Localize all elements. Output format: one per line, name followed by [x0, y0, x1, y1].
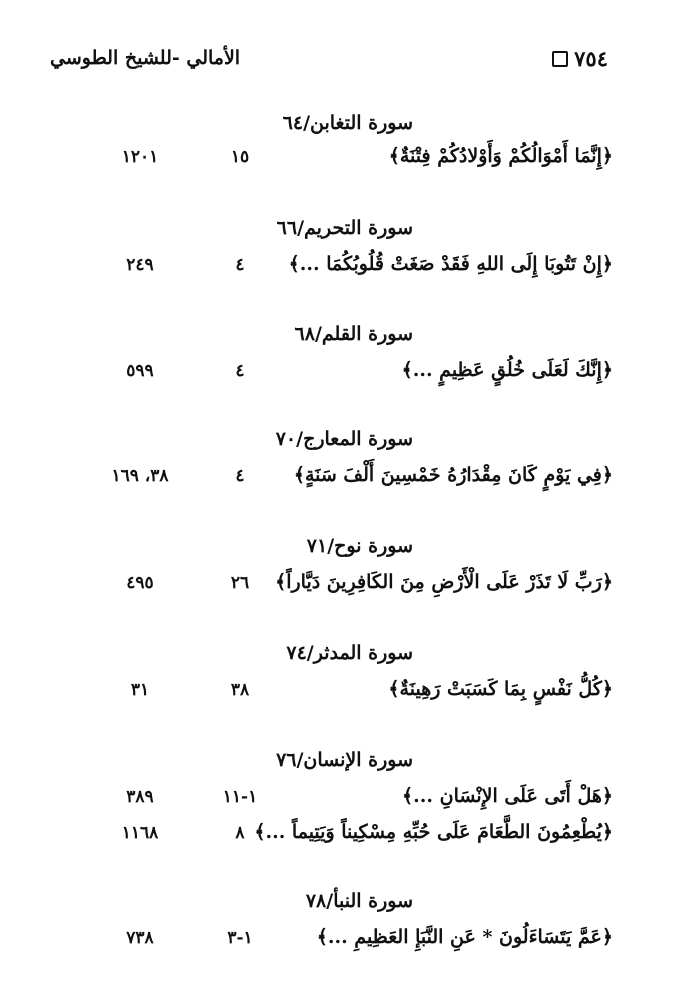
verse-number: ٤	[235, 466, 245, 486]
page-reference: ٢٤٩	[126, 255, 154, 275]
page-number	[552, 46, 608, 71]
verse-row	[0, 926, 700, 958]
verse-text: ﴿إِنْ تَتُوبَا إِلَى اللهِ فَقَدْ صَغَتْ قُلُوبُكُمَا ...﴾	[288, 253, 613, 275]
verse-text: ﴿عَمَّ يَتَسَاءَلُونَ * عَنِ النَّبَإِ العَظِيمِ ...﴾	[316, 926, 613, 948]
page-reference: ٧٣٨	[126, 928, 154, 948]
verse-text: ﴿يُطْعِمُونَ الطَّعَامَ عَلَى حُبِّهِ مِسْكِيناً وَيَتِيماً ...﴾	[254, 821, 613, 843]
surah-title: سورة القلم/٦٨	[294, 323, 413, 345]
surah-title: سورة التحريم/٦٦	[276, 217, 413, 239]
verse-number: ٨	[235, 823, 245, 843]
surah-title: سورة المدثر/٧٤	[286, 642, 413, 664]
verse-number: ٤	[235, 255, 245, 275]
page-header	[50, 44, 608, 76]
verse-row	[0, 678, 700, 710]
page-reference: ٤٩٥	[126, 573, 154, 593]
verse-text: ﴿إِنَّكَ لَعَلَى خُلُقٍ عَظِيمٍ ...﴾	[401, 359, 613, 381]
verse-row	[0, 145, 700, 177]
book-title: الأمالي -للشيخ الطوسي	[50, 47, 241, 69]
surah-title: سورة النبأ/٧٨	[305, 890, 413, 912]
square-icon	[552, 51, 568, 67]
verse-number: ٣٨	[230, 680, 250, 700]
verse-number: ٤	[235, 361, 245, 381]
verse-number: ٢٦	[230, 573, 250, 593]
verse-text: ﴿فِي يَوْمٍ كَانَ مِقْدَارُهُ خَمْسِينَ أَلْفَ سَنَةٍ﴾	[293, 464, 613, 486]
page-reference: ٣١	[130, 680, 150, 700]
page-reference: ٣٨٩	[126, 787, 154, 807]
page-number-text: ٧٥٤	[574, 46, 608, 71]
verse-number: ١-١١	[222, 787, 258, 807]
surah-title: سورة المعارج/٧٠	[275, 428, 413, 450]
verse-text: ﴿رَبِّ لَا تَذَرْ عَلَى الْأَرْضِ مِنَ الكَافِرِينَ دَيَّاراً﴾	[275, 571, 613, 593]
verse-row	[0, 821, 700, 853]
page-reference: ٥٩٩	[126, 361, 154, 381]
surah-title: سورة نوح/٧١	[306, 535, 413, 557]
surah-title: سورة الإنسان/٧٦	[276, 749, 413, 771]
page-reference: ١٢٠١	[121, 147, 159, 167]
verse-row	[0, 785, 700, 817]
verse-row	[0, 571, 700, 603]
verse-row	[0, 359, 700, 391]
verse-row	[0, 464, 700, 496]
page-reference: ٣٨، ١٦٩	[111, 466, 169, 486]
surah-title: سورة التغابن/٦٤	[282, 112, 413, 134]
verse-number: ١-٣	[227, 928, 253, 948]
verse-row	[0, 253, 700, 285]
verse-text: ﴿إِنَّمَا أَمْوَالُكُمْ وَأَوْلادُكُمْ فِتْنَةٌ﴾	[388, 145, 613, 167]
verse-text: ﴿كُلُّ نَفْسٍ بِمَا كَسَبَتْ رَهِينَةٌ﴾	[388, 678, 613, 700]
verse-text: ﴿هَلْ أَتَى عَلَى الإِنْسَانِ ...﴾	[402, 785, 613, 807]
verse-number: ١٥	[230, 147, 250, 167]
page-reference: ١١٦٨	[121, 823, 159, 843]
